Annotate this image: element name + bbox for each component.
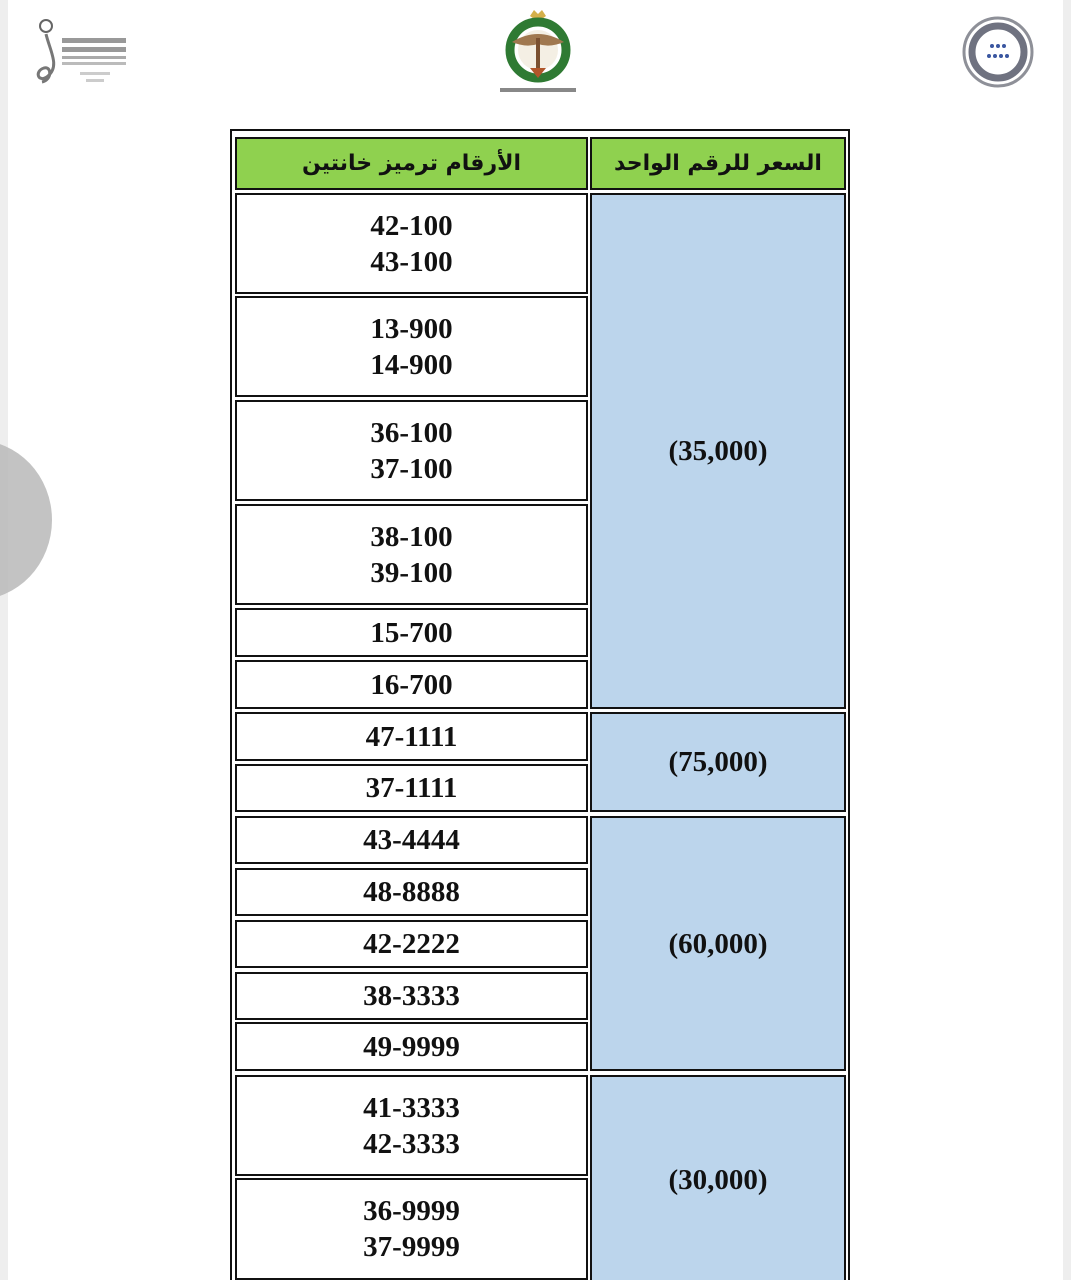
number-cell [235, 400, 588, 501]
page-edge [0, 0, 8, 1280]
header-price: السعر للرقم الواحد [590, 137, 846, 190]
plate-number: 42-100 [370, 209, 453, 242]
scroll-handle[interactable] [0, 440, 52, 600]
plate-number: 15-700 [370, 616, 453, 649]
number-cell [235, 608, 588, 657]
header-numbers: الأرقام ترميز خانتين [235, 137, 588, 190]
plate-number: 14-900 [370, 348, 453, 381]
plate-number: 13-900 [370, 312, 453, 345]
number-cell [235, 504, 588, 605]
plate-number: 39-100 [370, 556, 453, 589]
price-cell: (35,000) [590, 193, 846, 709]
plate-number: 42-2222 [363, 928, 460, 960]
plate-number: 42-3333 [363, 1127, 460, 1160]
number-cell [235, 920, 588, 968]
number-cell [235, 816, 588, 864]
number-cell [235, 1075, 588, 1176]
egov-award-logo [30, 16, 130, 96]
price-cell: (75,000) [590, 712, 846, 812]
plate-number: 37-9999 [363, 1231, 460, 1263]
price-cell: (60,000) [590, 816, 846, 1071]
plate-number: 38-3333 [363, 980, 460, 1012]
number-cell [235, 1178, 588, 1280]
number-cell [235, 193, 588, 294]
number-cell [235, 868, 588, 916]
page-edge [1063, 0, 1071, 1280]
number-cell [235, 712, 588, 761]
price-cell: (30,000) [590, 1075, 846, 1280]
public-security-emblem [490, 8, 586, 98]
plate-number: 37-1111 [365, 772, 458, 804]
plate-number: 43-100 [370, 245, 453, 278]
number-cell [235, 972, 588, 1020]
number-cell [235, 660, 588, 709]
plate-number: 48-8888 [363, 876, 460, 908]
plate-number: 41-3333 [363, 1091, 460, 1124]
plate-number: 16-700 [370, 668, 453, 701]
plate-number: 47-1111 [365, 720, 458, 753]
plate-number: 36-9999 [363, 1195, 460, 1227]
plate-number: 37-100 [370, 452, 453, 485]
seal-logo [956, 16, 1040, 88]
plate-number: 38-100 [370, 520, 453, 553]
plate-number: 43-4444 [363, 824, 460, 856]
number-cell [235, 1022, 588, 1071]
number-cell [235, 764, 588, 812]
number-cell [235, 296, 588, 397]
plate-number: 49-9999 [363, 1030, 460, 1063]
plate-number: 36-100 [370, 416, 453, 449]
